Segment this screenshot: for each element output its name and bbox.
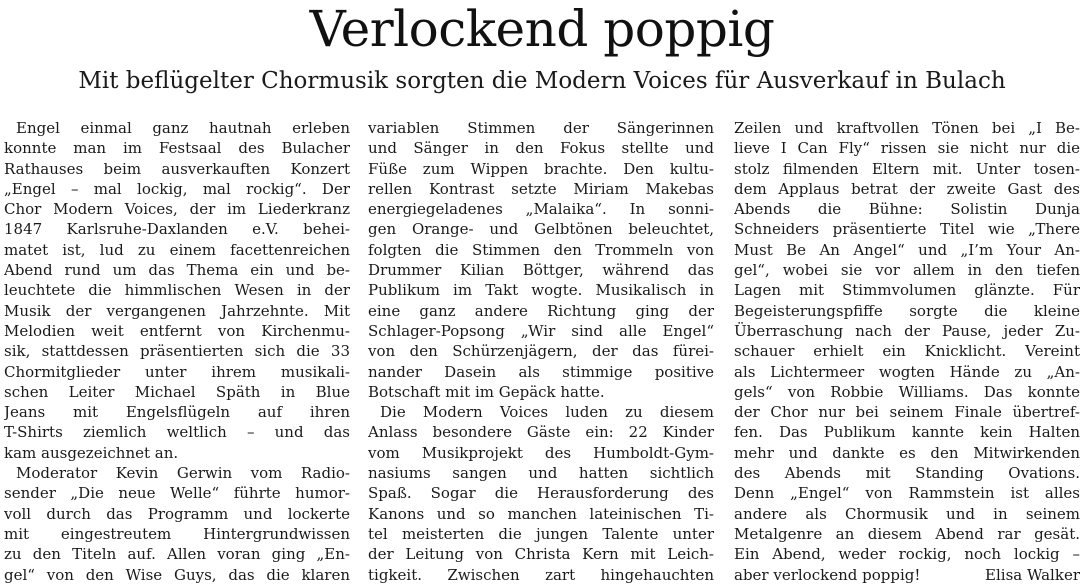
text-line xyxy=(368,301,714,321)
text-line xyxy=(734,504,1080,524)
text-line xyxy=(368,179,714,199)
text-line xyxy=(4,280,350,300)
text-line xyxy=(4,504,350,524)
text-line xyxy=(368,118,714,138)
text-line xyxy=(734,301,1080,321)
line-text: variablen Stimmen der Sängerinnen xyxy=(368,119,714,137)
text-line xyxy=(4,219,350,239)
text-line xyxy=(368,422,714,442)
text-line xyxy=(734,138,1080,158)
text-line xyxy=(4,443,350,463)
line-text: energiegeladenes „Malaika“. In sonni- xyxy=(368,200,714,219)
text-line xyxy=(4,159,350,179)
line-text: der Chor nur bei seinem Finale übertref- xyxy=(734,403,1080,422)
text-line xyxy=(4,544,350,564)
line-text: leuchtete die himmlischen Wesen in der xyxy=(4,281,350,300)
text-line xyxy=(368,341,714,361)
line-text: Lagen mit Stimmvolumen glänzte. Für xyxy=(734,281,1080,300)
text-line xyxy=(368,321,714,341)
line-text: Melodien weit entfernt von Kirchenmu- xyxy=(4,321,350,340)
line-text: Drummer Kilian Böttger, während das xyxy=(368,261,714,280)
text-line xyxy=(368,280,714,300)
line-text: stolz filmenden Eltern mit. Unter tosen- xyxy=(734,159,1080,178)
line-text: Ein Abend, weder rockig, noch lockig – xyxy=(734,545,1080,564)
line-text: Spaß. Sogar die Herausforderung des xyxy=(368,484,714,503)
line-text: Füße zum Wippen brachte. Den kultu- xyxy=(368,159,714,178)
text-line xyxy=(368,463,714,483)
line-text: Die Modern Voices luden zu diesem xyxy=(380,403,714,422)
text-line xyxy=(4,260,350,280)
line-text: Botschaft mit im Gepäck hatte. xyxy=(368,382,605,401)
article-column-1 xyxy=(4,118,350,587)
line-text: der Leitung von Christa Kern mit Leich- xyxy=(368,545,714,564)
text-line xyxy=(4,524,350,544)
line-text: Chormitglieder unter ihrem musikali- xyxy=(4,362,350,381)
line-text: rellen Kontrast setzte Miriam Makebas xyxy=(368,179,714,198)
line-text: andere als Chormusik und in seinem xyxy=(734,504,1080,523)
text-line xyxy=(4,382,350,402)
line-text: aber verlockend poppig! xyxy=(734,565,921,584)
line-text: Kanons und so manchen lateinischen Ti- xyxy=(368,504,714,523)
subheadline: Mit beflügelter Chormusik sorgten die Modern Voices für Ausverkauf in Bulach xyxy=(78,68,1006,94)
text-line xyxy=(4,321,350,341)
text-line xyxy=(368,524,714,544)
line-text: Abends die Bühne: Solistin Dunja xyxy=(734,200,1080,219)
text-line xyxy=(4,118,350,138)
line-text: 1847 Karlsruhe-Daxlanden e.V. behei- xyxy=(4,220,350,239)
line-text: nander Dasein als stimmige positive xyxy=(368,362,714,381)
text-line xyxy=(368,565,714,585)
text-line xyxy=(368,138,714,158)
text-line xyxy=(368,402,714,422)
line-text: mehr und dankte es den Mitwirkenden xyxy=(734,443,1080,462)
text-line xyxy=(368,260,714,280)
line-text: lieve I Can Fly“ rissen sie nicht nur die xyxy=(734,139,1080,158)
line-text: nasiums sangen und hatten sichtlich xyxy=(368,464,714,483)
text-line xyxy=(368,504,714,524)
line-text: Schneiders präsentierte Titel wie „There xyxy=(734,220,1080,239)
text-line xyxy=(734,118,1080,138)
text-line xyxy=(368,159,714,179)
line-text: folgten die Stimmen den Trommeln von xyxy=(368,240,714,259)
line-text: vom Musikprojekt des Humboldt-Gym- xyxy=(368,443,714,462)
line-text: tel meisterten die jungen Talente unter xyxy=(368,524,714,543)
line-text: Rathauses beim ausverkauften Konzert xyxy=(4,159,350,178)
line-text: Moderator Kevin Gerwin vom Radio- xyxy=(16,464,350,483)
line-text: Publikum im Takt wogte. Musikalisch in xyxy=(368,281,714,300)
line-text: gen Orange- und Gelbtönen beleuchtet, xyxy=(368,220,714,239)
line-text: Metalgenre an diesem Abend rar gesät. xyxy=(734,524,1080,543)
line-text: konnte man im Festsaal des Bulacher xyxy=(4,139,350,158)
text-line xyxy=(734,544,1080,564)
text-line xyxy=(734,382,1080,402)
line-text: sender „Die neue Welle“ führte humor- xyxy=(4,484,350,503)
text-line xyxy=(4,483,350,503)
text-line xyxy=(368,362,714,382)
line-text: Abend rund um das Thema ein und be- xyxy=(4,261,350,280)
text-line xyxy=(734,321,1080,341)
line-text: matet ist, lud zu einem facettenreichen xyxy=(4,240,350,259)
line-text: Zeilen und kraftvollen Tönen bei „I Be- xyxy=(734,119,1080,137)
text-line xyxy=(734,199,1080,219)
line-text: mit eingestreutem Hintergrundwissen xyxy=(4,524,350,543)
text-line xyxy=(734,240,1080,260)
text-line xyxy=(734,362,1080,382)
text-line xyxy=(4,422,350,442)
line-text: gel“, wobei sie vor allem in den tiefen xyxy=(734,261,1080,280)
article-column-2 xyxy=(368,118,714,587)
line-text: des Abends mit Standing Ovations. xyxy=(734,464,1080,483)
text-line xyxy=(368,219,714,239)
text-line xyxy=(734,341,1080,361)
line-text: tigkeit. Zwischen zart hingehauchten xyxy=(368,565,714,584)
line-text: voll durch das Programm und lockerte xyxy=(4,504,350,523)
line-text: Engel einmal ganz hautnah erleben xyxy=(16,119,350,137)
line-text: kam ausgezeichnet an. xyxy=(4,443,179,462)
line-text: „Engel – mal lockig, mal rockig“. Der xyxy=(4,179,350,198)
text-line xyxy=(4,463,350,483)
line-text: Anlass besondere Gäste ein: 22 Kinder xyxy=(368,423,714,442)
text-line xyxy=(734,179,1080,199)
line-text: T-Shirts ziemlich weltlich – und das xyxy=(4,423,350,442)
author-byline: Elisa Walker xyxy=(985,565,1080,584)
text-line xyxy=(4,138,350,158)
text-line xyxy=(734,422,1080,442)
text-line xyxy=(734,280,1080,300)
line-text: Denn „Engel“ von Rammstein ist alles xyxy=(734,484,1080,503)
text-line xyxy=(734,443,1080,463)
text-line xyxy=(4,199,350,219)
text-line xyxy=(734,260,1080,280)
line-text: Begeisterungspfiffe sorgte die kleine xyxy=(734,301,1080,320)
text-line xyxy=(4,179,350,199)
text-line xyxy=(4,301,350,321)
line-text: von den Schürzenjägern, der das fürei- xyxy=(368,342,714,361)
text-line xyxy=(368,443,714,463)
text-line xyxy=(4,341,350,361)
line-text: zu den Titeln auf. Allen voran ging „En- xyxy=(4,545,350,564)
line-text: und Sänger in den Fokus stellte und xyxy=(368,139,714,158)
text-line xyxy=(734,402,1080,422)
text-line xyxy=(368,199,714,219)
line-text: dem Applaus betrat der zweite Gast des xyxy=(734,179,1080,198)
line-text: gels“ von Robbie Williams. Das konnte xyxy=(734,382,1080,401)
line-text: fen. Das Publikum kannte kein Halten xyxy=(734,423,1080,442)
text-line xyxy=(734,219,1080,239)
line-text: Überraschung nach der Pause, jeder Zu- xyxy=(734,321,1080,340)
line-text: als Lichtermeer wogten Hände zu „An- xyxy=(734,362,1080,381)
text-line xyxy=(734,463,1080,483)
line-text: eine ganz andere Richtung ging der xyxy=(368,301,714,320)
text-line xyxy=(4,240,350,260)
text-line xyxy=(734,524,1080,544)
line-text: Must Be An Angel“ und „I’m Your An- xyxy=(734,240,1080,259)
line-text: sik, stattdessen präsentierten sich die 33 xyxy=(4,342,350,361)
text-line xyxy=(368,544,714,564)
text-line xyxy=(734,159,1080,179)
text-line xyxy=(4,402,350,422)
line-text: schen Leiter Michael Späth in Blue xyxy=(4,382,350,401)
text-line xyxy=(368,483,714,503)
article-body xyxy=(4,118,1080,587)
headline: Verlockend poppig xyxy=(309,0,775,58)
line-text: Schlager-Popsong „Wir sind alle Engel“ xyxy=(368,321,714,340)
text-line xyxy=(4,362,350,382)
text-line xyxy=(4,565,350,585)
text-line xyxy=(368,382,714,402)
text-line xyxy=(734,565,1080,585)
text-line xyxy=(368,240,714,260)
line-text: gel“ von den Wise Guys, das die klaren xyxy=(4,565,350,584)
line-text: schauer erhielt ein Knicklicht. Vereint xyxy=(734,342,1080,361)
article-column-3 xyxy=(734,118,1080,587)
line-text: Jeans mit Engelsflügeln auf ihren xyxy=(4,403,350,422)
line-text: Chor Modern Voices, der im Liederkranz xyxy=(4,200,350,219)
text-line xyxy=(734,483,1080,503)
line-text: Musik der vergangenen Jahrzehnte. Mit xyxy=(4,301,350,320)
